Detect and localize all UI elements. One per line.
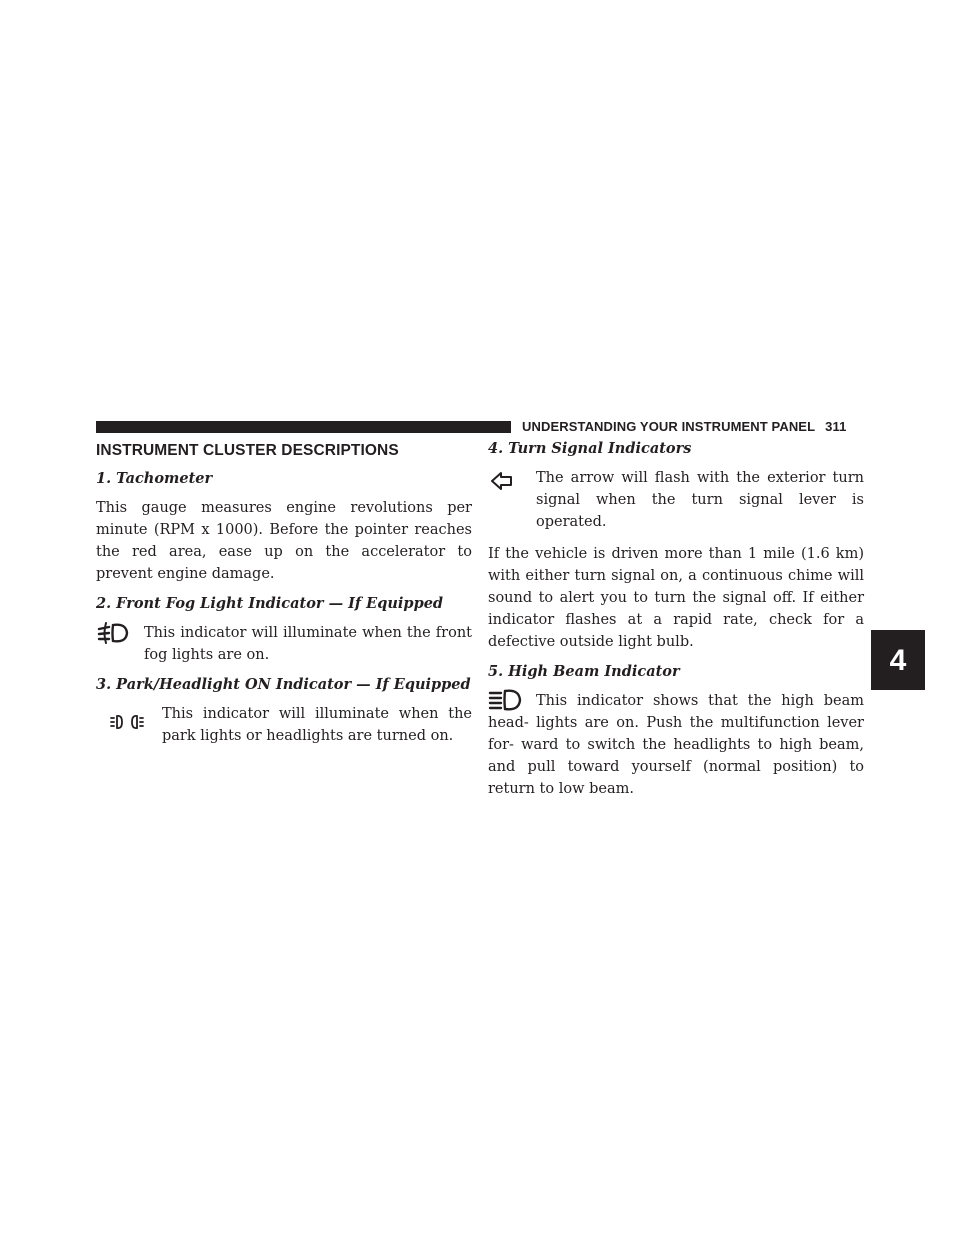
park-headlight-item bbox=[96, 703, 472, 747]
front-fog-light-icon bbox=[96, 622, 132, 644]
turn-signal-extra-text: If the vehicle is driven more than 1 mile (1.6 km) with either turn signal on, a continuous chime will sound to alert you to turn the signal off. If either indicator flashes at a rapid rate, check for a defective outside light bulb. bbox=[488, 546, 864, 650]
running-header bbox=[522, 419, 846, 434]
fog-light-item bbox=[96, 622, 472, 666]
fog-light-title: 2. Front Fog Light Indicator — If Equipped bbox=[96, 595, 444, 612]
high-beam-text: This indicator shows that the high beam head- lights are on. Push the multifunction lever for- ward to switch the headlights to high beam, and pull toward yourself (normal position) to return to low beam. bbox=[488, 693, 864, 797]
turn-signal-title: 4. Turn Signal Indicators bbox=[488, 440, 692, 457]
left-column bbox=[96, 440, 472, 757]
chapter-tab: 4 bbox=[871, 630, 925, 690]
turn-signal-item bbox=[488, 467, 864, 533]
turn-signal-arrow-icon bbox=[490, 471, 514, 491]
park-headlight-icon bbox=[110, 713, 144, 731]
tachometer-text: This gauge measures engine revolutions per minute (RPM x 1000). Before the pointer reaches the red area, ease up on the accelerator to prevent engine damage. bbox=[96, 500, 472, 582]
turn-signal-text: The arrow will flash with the exterior turn signal when the turn signal lever is operated. bbox=[536, 470, 864, 530]
running-header-title: UNDERSTANDING YOUR INSTRUMENT PANEL bbox=[522, 419, 816, 434]
section-heading: INSTRUMENT CLUSTER DESCRIPTIONS bbox=[96, 442, 399, 459]
page-number: 311 bbox=[825, 419, 847, 434]
high-beam-icon bbox=[488, 688, 524, 712]
right-column bbox=[488, 440, 864, 810]
high-beam-title: 5. High Beam Indicator bbox=[488, 663, 680, 680]
tachometer-title: 1. Tachometer bbox=[96, 470, 213, 487]
park-headlight-title: 3. Park/Headlight ON Indicator — If Equipped bbox=[96, 676, 471, 693]
fog-light-text: This indicator will illuminate when the front fog lights are on. bbox=[144, 625, 472, 663]
header-rule bbox=[96, 421, 511, 433]
park-headlight-text: This indicator will illuminate when the park lights or headlights are turned on. bbox=[162, 706, 472, 744]
high-beam-item bbox=[488, 690, 864, 800]
